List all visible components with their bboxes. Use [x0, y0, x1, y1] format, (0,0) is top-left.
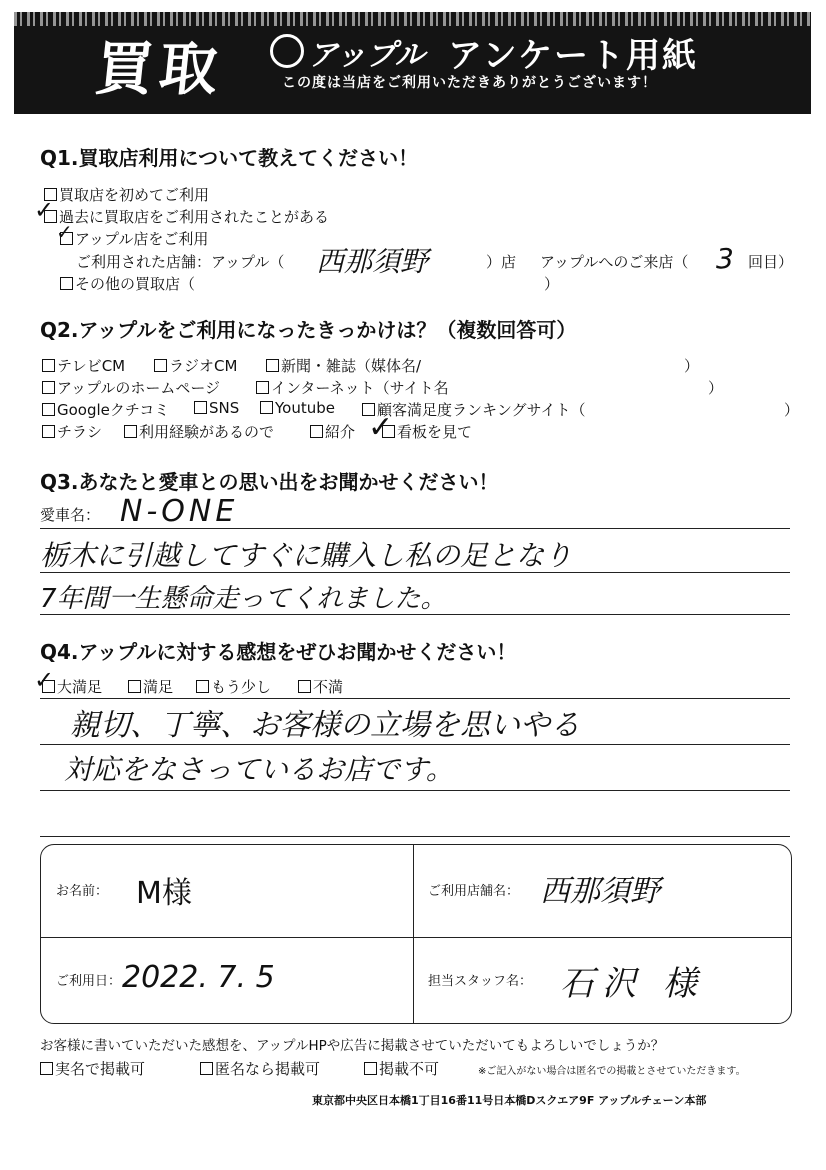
checkmark-icon: ✓ — [56, 220, 73, 244]
checkbox[interactable] — [42, 403, 55, 416]
q2-opt-label: インターネット（サイト名 — [271, 379, 449, 397]
kaitori-title: 買取 — [91, 35, 228, 103]
q1-other-close: ） — [544, 275, 560, 293]
checkbox[interactable] — [260, 401, 273, 414]
q1-opt-first[interactable] — [44, 184, 209, 205]
q2-opt-experience[interactable] — [124, 421, 274, 442]
q1-opt-other[interactable] — [60, 273, 195, 294]
consent-not-allowed[interactable] — [364, 1058, 439, 1079]
q2-opt-newspaper[interactable] — [266, 355, 421, 376]
checkbox[interactable] — [310, 425, 323, 438]
q2-opt-label: チラシ — [57, 423, 103, 441]
divider — [41, 937, 791, 938]
q2-opt-ranking[interactable] — [362, 399, 586, 420]
checkbox[interactable] — [364, 1062, 377, 1075]
staff-label: 担当スタッフ名： — [428, 974, 533, 989]
q2-opt-label: 利用経験があるので — [139, 423, 275, 441]
q2-opt-label: SNS — [209, 399, 240, 417]
survey-title: アンケート用紙 — [448, 36, 698, 76]
q2-opt-homepage[interactable] — [42, 377, 220, 398]
q2-opt-label: Youtube — [275, 399, 335, 417]
q4-title: Q4.アップルに対する感想をぜひお聞かせください！ — [40, 640, 517, 664]
q2-opt-label: ラジオCM — [169, 357, 238, 375]
q2-opt-google[interactable] — [42, 399, 169, 420]
write-line — [40, 572, 790, 573]
store-name-value[interactable]: 西那須野 — [540, 874, 660, 909]
q2-opt-label: 看板を見て — [397, 423, 473, 441]
write-line — [40, 744, 790, 745]
divider — [413, 845, 414, 1023]
visits-value[interactable]: 3 — [716, 242, 734, 275]
q1-opt-past[interactable] — [44, 206, 329, 227]
q4-opt-dissatisfied[interactable] — [298, 676, 343, 697]
store-value[interactable]: 西那須野 — [316, 245, 429, 278]
q2-opt-label: 新聞・雑誌（媒体名/ — [281, 357, 422, 375]
q4-opt-label: 満足 — [143, 678, 174, 696]
write-line — [40, 698, 790, 699]
q4-opt-label: 大満足 — [57, 678, 103, 696]
checkmark-icon: ✓ — [34, 666, 55, 694]
date-value[interactable]: 2022. 7. 5 — [122, 960, 275, 995]
visits-label: アップルへのご来店（ — [540, 253, 689, 271]
q3-title: Q3.あなたと愛車との思い出をお聞かせください！ — [40, 470, 499, 494]
q1-opt-apple-label: アップル店をご利用 — [75, 230, 209, 248]
header-subtitle: この度は当店をご利用いただきありがとうございます！ — [282, 75, 657, 91]
date-label: ご利用日： — [56, 974, 122, 989]
write-line — [40, 614, 790, 615]
checkbox[interactable] — [42, 425, 55, 438]
q1-opt-first-label: 買取店を初めてご利用 — [59, 186, 210, 204]
checkbox[interactable] — [194, 401, 207, 414]
store-suffix: ）店 — [486, 253, 517, 271]
q2-opt-label: アップルのホームページ — [57, 379, 221, 397]
consent-note: ※ご記入がない場合は匿名での掲載とさせていただきます。 — [478, 1066, 746, 1077]
q2-opt-label: テレビCM — [57, 357, 126, 375]
q4-answer-line1[interactable]: 親切、丁寧、お客様の立場を思いやる — [70, 708, 580, 743]
q2-row2-close: ） — [708, 379, 724, 397]
checkbox[interactable] — [256, 381, 269, 394]
checkbox[interactable] — [154, 359, 167, 372]
checkbox[interactable] — [298, 680, 311, 693]
q1-title: Q1.買取店利用について教えてください！ — [40, 146, 419, 170]
q1-opt-past-label: 過去に買取店をご利用されたことがある — [59, 208, 330, 226]
write-line — [40, 836, 790, 837]
q2-opt-signboard[interactable] — [382, 421, 472, 442]
checkmark-icon: ✓ — [34, 196, 55, 224]
q2-opt-youtube[interactable] — [260, 399, 335, 417]
checkbox[interactable] — [128, 680, 141, 693]
store-name-label: ご利用店舗名： — [428, 884, 520, 899]
q2-opt-internet[interactable] — [256, 377, 449, 398]
apple-logo-icon — [270, 34, 304, 68]
q2-opt-label: 紹介 — [325, 423, 356, 441]
consent-label: 掲載不可 — [379, 1060, 440, 1078]
staff-value[interactable]: 石沢 様 — [560, 964, 705, 1004]
checkbox[interactable] — [42, 381, 55, 394]
q4-answer-line2[interactable]: 対応をなさっているお店です。 — [64, 753, 454, 786]
checkbox[interactable] — [196, 680, 209, 693]
name-label: お名前： — [56, 884, 109, 899]
store-label: ご利用された店舗：アップル（ — [76, 253, 285, 271]
consent-label: 実名で掲載可 — [55, 1060, 146, 1078]
q2-opt-radio[interactable] — [154, 355, 237, 376]
checkbox[interactable] — [40, 1062, 53, 1075]
checkbox[interactable] — [42, 359, 55, 372]
consent-label: 匿名なら掲載可 — [215, 1060, 321, 1078]
q2-title: Q2.アップルをご利用になったきっかけは？（複数回答可） — [40, 318, 577, 342]
consent-anonymous[interactable] — [200, 1058, 320, 1079]
q2-opt-label: Googleクチコミ — [57, 401, 170, 419]
visits-suffix: 回目） — [748, 253, 794, 271]
q4-opt-satisfied[interactable] — [128, 676, 173, 697]
q4-opt-label: もう少し — [211, 678, 272, 696]
checkbox[interactable] — [266, 359, 279, 372]
checkmark-icon: ✓ — [368, 410, 394, 445]
q2-opt-sns[interactable] — [194, 399, 239, 417]
q4-opt-not-quite[interactable] — [196, 676, 271, 697]
q2-opt-tv[interactable] — [42, 355, 125, 376]
consent-real-name[interactable] — [40, 1058, 145, 1079]
q2-opt-referral[interactable] — [310, 421, 355, 442]
q3-answer-line2[interactable]: 7年間一生懸命走ってくれました。 — [40, 584, 447, 614]
write-line — [40, 790, 790, 791]
write-line — [40, 528, 790, 529]
q1-opt-other-label: その他の買取店（ — [75, 275, 196, 293]
q2-opt-flyer[interactable] — [42, 421, 102, 442]
name-value[interactable]: M様 — [136, 876, 192, 911]
q2-row3-close: ） — [784, 401, 800, 419]
consent-question: お客様に書いていただいた感想を、アップルHPや広告に掲載させていただいてもよろしいでしょうか？ — [40, 1038, 665, 1054]
footer-address: 東京都中央区日本橋1丁目16番11号日本橋Dスクエア9F アップルチェーン本部 — [312, 1094, 707, 1107]
q2-row1-close: ） — [684, 357, 700, 375]
q1-opt-apple[interactable] — [60, 228, 208, 249]
car-label: 愛車名： — [40, 506, 101, 524]
q4-opt-label: 不満 — [313, 678, 344, 696]
checkbox[interactable] — [60, 277, 73, 290]
checkbox[interactable] — [124, 425, 137, 438]
brand-name: アップル — [308, 38, 425, 73]
car-value[interactable]: N-ONE — [120, 494, 239, 529]
q3-answer-line1[interactable]: 栃木に引越してすぐに購入し私の足となり — [40, 539, 573, 572]
q2-opt-label: 顧客満足度ランキングサイト（ — [377, 401, 586, 419]
checkbox[interactable] — [200, 1062, 213, 1075]
